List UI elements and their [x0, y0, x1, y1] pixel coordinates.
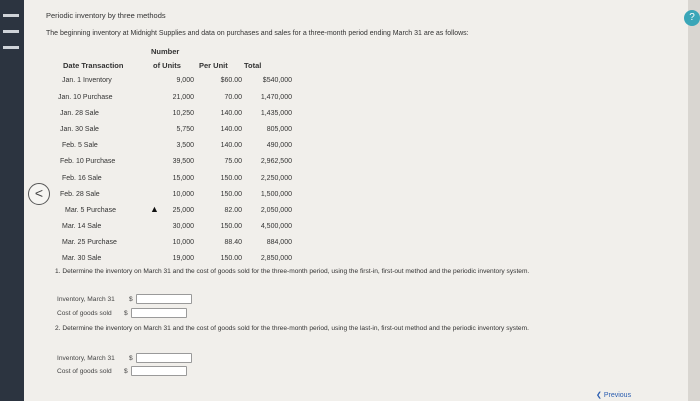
row-date-transaction: Feb. 16 Sale [62, 175, 102, 182]
q2-cogs-label: Cost of goods sold [57, 368, 112, 375]
row-units: 25,000 [172, 207, 194, 214]
q2-cogs-input[interactable] [131, 366, 187, 376]
question-2-text: 2. Determine the inventory on March 31 and the cost of goods sold for the three-month period, using the last-in, first-out method and the periodic inventory system. [55, 325, 529, 332]
problem-intro: The beginning inventory at Midnight Supplies and data on purchases and sales for a three-month period ending March 31 are as follows: [46, 30, 469, 37]
row-total: 4,500,000 [260, 223, 292, 230]
left-toolbar [0, 0, 24, 401]
header-date-transaction: Date Transaction [63, 61, 124, 70]
back-button[interactable]: < [28, 183, 50, 205]
row-date-transaction: Mar. 5 Purchase [65, 207, 116, 214]
row-per-unit: 140.00 [220, 142, 242, 149]
row-per-unit: 140.00 [220, 110, 242, 117]
row-total: 1,500,000 [260, 191, 292, 198]
row-date-transaction: Jan. 1 Inventory [62, 77, 112, 84]
q1-inventory-label: Inventory, March 31 [57, 296, 115, 303]
row-units: 10,000 [172, 191, 194, 198]
q2-inventory-label: Inventory, March 31 [57, 355, 115, 362]
row-total: 1,470,000 [260, 94, 292, 101]
previous-link[interactable] [596, 391, 631, 399]
row-total: 2,050,000 [260, 207, 292, 214]
row-per-unit: $60.00 [220, 77, 242, 84]
cursor-icon: ▲ [150, 204, 159, 214]
q1-cogs-currency: $ [124, 310, 128, 317]
toolbar-mark [3, 14, 19, 17]
row-total: 490,000 [266, 142, 292, 149]
row-units: 21,000 [172, 94, 194, 101]
row-per-unit: 88.40 [224, 239, 242, 246]
page-title: Periodic inventory by three methods [46, 11, 166, 20]
row-total: 2,962,500 [260, 158, 292, 165]
row-total: 2,850,000 [260, 255, 292, 262]
row-units: 15,000 [172, 175, 194, 182]
row-units: 5,750 [176, 126, 194, 133]
q1-inventory-currency: $ [129, 296, 133, 303]
q2-inventory-input[interactable] [136, 353, 192, 363]
q1-cogs-input[interactable] [131, 308, 187, 318]
row-date-transaction: Feb. 5 Sale [62, 142, 98, 149]
row-per-unit: 70.00 [224, 94, 242, 101]
row-total: 805,000 [266, 126, 292, 133]
row-per-unit: 82.00 [224, 207, 242, 214]
row-units: 39,500 [172, 158, 194, 165]
row-per-unit: 150.00 [220, 191, 242, 198]
previous-arrow-icon: ❮ [596, 392, 602, 399]
worksheet-page [24, 0, 688, 401]
question-1-text: 1. Determine the inventory on March 31 and the cost of goods sold for the three-month period, using the first-in, first-out method and the periodic inventory system. [55, 268, 530, 275]
toolbar-mark [3, 30, 19, 33]
q2-cogs-currency: $ [124, 368, 128, 375]
row-units: 3,500 [176, 142, 194, 149]
row-per-unit: 150.00 [220, 255, 242, 262]
row-date-transaction: Mar. 14 Sale [62, 223, 102, 230]
right-scrollbar[interactable] [688, 0, 700, 401]
row-units: 19,000 [172, 255, 194, 262]
row-units: 10,250 [172, 110, 194, 117]
row-date-transaction: Jan. 28 Sale [60, 110, 99, 117]
row-units: 10,000 [172, 239, 194, 246]
row-date-transaction: Feb. 28 Sale [60, 191, 100, 198]
q1-cogs-label: Cost of goods sold [57, 310, 112, 317]
row-total: $540,000 [262, 77, 292, 84]
row-date-transaction: Mar. 25 Purchase [62, 239, 117, 246]
header-total: Total [244, 61, 262, 70]
row-date-transaction: Jan. 30 Sale [60, 126, 99, 133]
row-date-transaction: Mar. 30 Sale [62, 255, 102, 262]
help-icon[interactable]: ? [684, 10, 700, 26]
row-units: 9,000 [176, 77, 194, 84]
row-per-unit: 140.00 [220, 126, 242, 133]
row-total: 1,435,000 [260, 110, 292, 117]
toolbar-mark [3, 46, 19, 49]
row-total: 884,000 [266, 239, 292, 246]
header-units-line2: of Units [153, 61, 181, 70]
previous-label: Previous [603, 392, 632, 399]
q1-inventory-input[interactable] [136, 294, 192, 304]
q2-inventory-currency: $ [129, 355, 133, 362]
row-total: 2,250,000 [260, 175, 292, 182]
row-units: 30,000 [172, 223, 194, 230]
row-per-unit: 150.00 [220, 175, 242, 182]
header-per-unit: Per Unit [199, 61, 228, 70]
row-date-transaction: Jan. 10 Purchase [58, 94, 113, 101]
row-date-transaction: Feb. 10 Purchase [60, 158, 116, 165]
row-per-unit: 150.00 [220, 223, 242, 230]
header-units-line1: Number [151, 47, 180, 56]
row-per-unit: 75.00 [224, 158, 242, 165]
